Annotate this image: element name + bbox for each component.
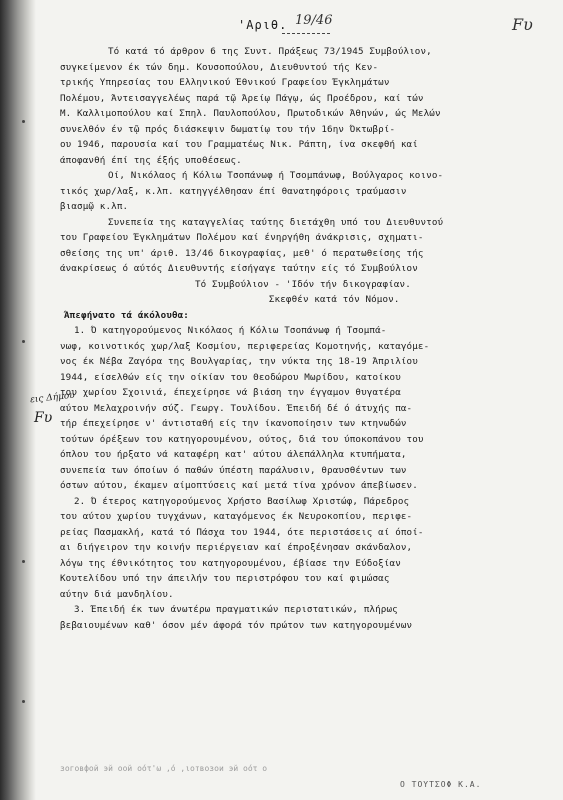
text-line: τήρ έπεχείρησε ν' άντισταθή είς την ίκανοποίησιν των κτηνωδών bbox=[60, 418, 407, 429]
document-body bbox=[60, 44, 550, 633]
footer-stamp: Ο ΤΟΥΤΣΟΦ Κ.Α. bbox=[400, 780, 482, 789]
text-line: νος έκ Νέβα Ζαγόρα της Βουλγαρίας, την νύκτα της 18-19 Άπριλίου bbox=[60, 356, 418, 367]
corner-signature: Fυ bbox=[512, 15, 533, 34]
text-line: 2. Ό έτερος κατηγορούμενος Χρήστο Βασίλωφ Χριστώφ, Πάρεδρος bbox=[74, 495, 410, 507]
margin-signature: Fυ bbox=[34, 410, 53, 426]
text-line: αύτου Μελαχροινήν σύζ. Γεωργ. Τουλίδου. Έπειδή δέ ό άτυχής πα- bbox=[60, 402, 413, 414]
text-line: τρικής Υπηρεσίας του Ελληνικού Έθνικού Γραφείου Έγκλημάτων bbox=[60, 77, 390, 88]
text-line: Οί, Νικόλαος ή Κόλιω Τσοπάνωφ ή Τσομπάνωφ, Βούλγαρος κοινο- bbox=[108, 170, 444, 181]
text-line: του αύτου χωρίου τυγχάνων, καταγόμενος έκ Νευροκοπίου, περιφε- bbox=[60, 511, 413, 522]
text-line: Κουτελίδου υπό την άπειλήν του περιστρόφου του καί φιμώσας bbox=[60, 573, 390, 584]
text-line: Τό κατά τό άρθρον 6 της Συντ. Πράξεως 73/1945 Συμβούλιον, bbox=[108, 46, 432, 57]
text-line: 1944, είσελθών είς την οίκίαν του Θεοδώρου Μωρίδου, κατοίκου bbox=[60, 371, 401, 383]
text-line: βιασμῷ κ.λπ. bbox=[60, 201, 129, 212]
text-line: 1. Ό κατηγορούμενος Νικόλαος ή Κόλιω Τσοπάνωφ ή Τσομπά- bbox=[74, 325, 387, 336]
text-line: Πολέμου, Άντεισαγγελέως παρά τῷ Άρείῳ Πάγῳ, ώς Προέδρου, καί τών bbox=[60, 92, 424, 104]
text-line: ου 1946, παρουσία καί του Γραμματέως Νικ. Ράπτη, ίνα σκεφθή καί bbox=[60, 139, 418, 150]
text-line: συγκείμενον έκ τών δημ. Κουσοπούλου, Διευθυντού τής Κεν- bbox=[60, 61, 379, 73]
text-line: αι διήγειρον την κοινήν περιέργειαν καί έπροξένησαν σκάνδαλον, bbox=[60, 542, 413, 553]
text-line: συνελθόν έν τῷ πρός διάσκεψιν δωματίῳ του τήν 16ην Όκτωβρί- bbox=[60, 123, 396, 135]
text-line: του Γραφείου Έγκλημάτων Πολέμου καί ένηργήθη άνάκρισις, σχηματι- bbox=[60, 232, 424, 243]
text-line: συνεπεία των όποίων ό παθών ύπέστη παράλυσιν, θραυσθέντων των bbox=[60, 464, 407, 476]
text-line: βεβαιουμένων καθ' όσον μέν άφορά τόν πρώτον των κατηγορουμένων bbox=[60, 619, 413, 631]
text-line: άνακρίσεως ό αύτός Διευθυντής είσήγαγε ταύτην είς τό Συμβούλιον bbox=[60, 263, 418, 274]
reference-number: 19/46 bbox=[295, 13, 333, 28]
text-line: σθείσης της υπ' άριθ. 13/46 δικογραφίας, μεθ' ό περατωθείσης τής bbox=[60, 247, 424, 259]
reference-underline bbox=[282, 33, 330, 34]
text-line: του χωρίου Σχοινιά, έπεχείρησε νά βιάση την έγγαμον θυγατέρα bbox=[60, 387, 401, 398]
text-line: Τό Συμβούλιον - 'Ιδόν τήν δικογραφίαν. bbox=[195, 278, 411, 290]
text-line: τικός χωρ/λαξ, κ.λπ. κατηγγέλθησαν έπί θανατηφόροις τραύμασιν bbox=[60, 185, 407, 197]
text-line: Μ. Καλλιμοπούλου καί Σπηλ. Παυλοπούλου, Πρωτοδικών Άθηνών, ώς Μελών bbox=[60, 108, 441, 119]
text-line: όστων αύτου, έκαμεν αίμοπτύσεις καί μετά τίνα χρόνον άπεβίωσεν. bbox=[60, 480, 418, 491]
text-line: Άπεφήνατο τά άκόλουθα: bbox=[64, 309, 189, 321]
text-line: λόγω της έθνικότητος του κατηγορουμένου, έβίασε την Εύδοξίαν bbox=[60, 557, 401, 569]
text-line: Συνεπεία της καταγγελίας ταύτης διετάχθη υπό του Διευθυντού bbox=[108, 216, 444, 228]
margin-annotation: εις Δήμου bbox=[29, 390, 76, 406]
text-line: αύτην διά μανδηλίου. bbox=[60, 588, 174, 600]
text-line: νωφ, κοινοτικός χωρ/λαξ Κοσμίου, περιφερείας Κομοτηνής, καταγόμε- bbox=[60, 340, 430, 352]
bleed-through-text: зоговфой эй οой οότ'ω ,ό ,ιотвозои эй οότ о bbox=[60, 764, 268, 773]
text-line: τούτων όρέξεων του κατηγορουμένου, ούτος, διά του ύποκοπάνου του bbox=[60, 433, 424, 445]
text-line: ρείας Πασμακλή, κατά τό Πάσχα του 1944, ότε περιστάσεις αί όποί- bbox=[60, 526, 424, 538]
text-line: Σκεφθέν κατά τόν Νόμον. bbox=[195, 294, 400, 305]
text-line: 3. Έπειδή έκ των άνωτέρω πραγματικών περιστατικών, πλήρως bbox=[74, 604, 398, 615]
text-line: άποφανθή έπί της έξής υποθέσεως. bbox=[60, 154, 242, 166]
text-line: όπλου του ήρξατο νά καταφέρη κατ' αύτου άλεπάλληλα κτυπήματα, bbox=[60, 449, 407, 460]
reference-label: 'Αριθ. bbox=[238, 18, 288, 32]
